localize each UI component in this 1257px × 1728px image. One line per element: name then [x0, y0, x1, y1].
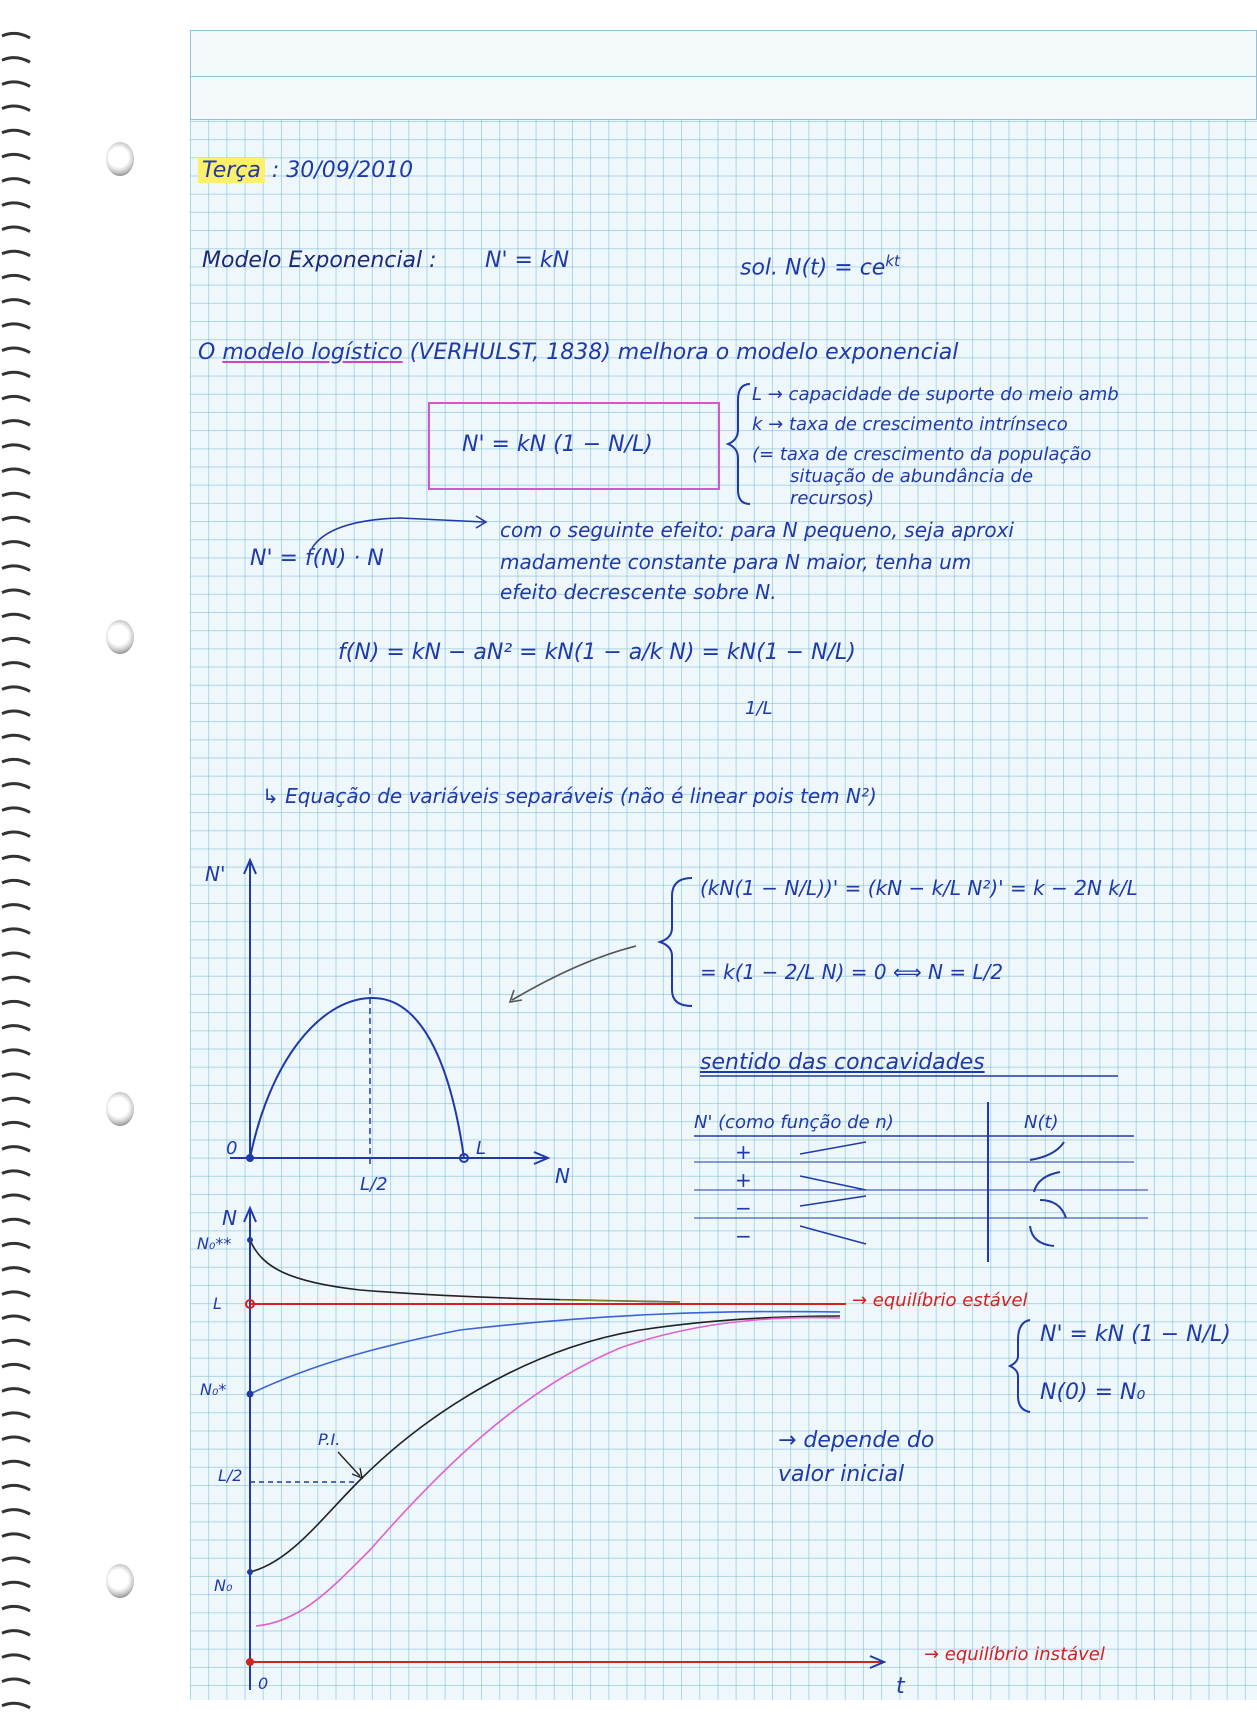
- curve-small-n0: [256, 1318, 840, 1626]
- derivative-arrow: [512, 946, 636, 1000]
- concavity-title: sentido das concavidades: [700, 1050, 985, 1075]
- concavity-col-2: N(t): [1024, 1112, 1059, 1133]
- concavity-sign: −: [735, 1196, 752, 1220]
- concavity-arrow: [800, 1176, 866, 1190]
- fn-note: 1/L: [745, 698, 773, 719]
- inflection-arrow: [338, 1452, 360, 1476]
- label-L: L: [213, 1294, 222, 1313]
- effect-equation: N' = f(N) · N: [250, 546, 384, 571]
- notes-brace: [728, 384, 750, 504]
- date-value: : 30/09/2010: [271, 158, 414, 183]
- system-line-1: N' = kN (1 − N/L): [1040, 1322, 1231, 1347]
- separable-note: ↳ Equação de variáveis separáveis (não é linear pois tem N²): [262, 784, 877, 808]
- derivative-brace: [660, 878, 692, 1006]
- n0-dot: [247, 1569, 253, 1575]
- n0-star-dot: [247, 1391, 254, 1398]
- graph1-parabola: [250, 998, 464, 1158]
- stable-equilibrium-label: → equilíbrio estável: [852, 1290, 1028, 1311]
- fn-equation: f(N) = kN − aN² = kN(1 − a/k N) = kN(1 − N/L): [338, 640, 856, 665]
- graph1-origin-dot: [246, 1154, 254, 1162]
- exponential-solution-text: sol. N(t) = ce: [740, 255, 886, 281]
- effect-line-2: madamente constante para N maior, tenha um: [500, 550, 972, 574]
- concavity-sketch: [1034, 1172, 1060, 1192]
- curve-from-n0: [250, 1316, 840, 1572]
- curve-above-L: [250, 1240, 680, 1302]
- note-resources: recursos): [790, 488, 874, 509]
- exponential-label: Modelo Exponencial :: [202, 248, 437, 273]
- effect-arrow: [312, 518, 484, 548]
- logistic-intro-rest: (VERHULST, 1838) melhora o modelo exponencial: [409, 340, 959, 365]
- concavity-sketch: [1030, 1226, 1054, 1246]
- concavity-sketch: [1030, 1142, 1064, 1160]
- exponential-solution-exponent: kt: [885, 252, 900, 270]
- graph1-tick-half: L/2: [360, 1174, 388, 1195]
- depends-line-1: → depende do: [778, 1428, 935, 1453]
- graph1-origin: 0: [226, 1138, 238, 1159]
- date-label: Terça: [198, 158, 265, 183]
- label-n0: N₀: [214, 1576, 233, 1595]
- logistic-intro-underlined: modelo logístico: [222, 340, 403, 365]
- concavity-sign: −: [735, 1224, 752, 1248]
- derivative-line-1: (kN(1 − N/L))' = (kN − k/L N²)' = k − 2N k/L: [700, 876, 1138, 900]
- logistic-equation: N' = kN (1 − N/L): [462, 432, 653, 457]
- label-L-half: L/2: [218, 1466, 243, 1485]
- concavity-arrow: [800, 1196, 866, 1206]
- note-abundance: situação de abundância de: [790, 466, 1034, 487]
- effect-line-1: com o seguinte efeito: para N pequeno, seja aproxi: [500, 518, 1014, 542]
- graph1-tick-L: L: [476, 1138, 487, 1159]
- graph2-y-label: N: [222, 1206, 237, 1230]
- label-origin: 0: [258, 1674, 269, 1693]
- effect-line-3: efeito decrescente sobre N.: [500, 580, 777, 604]
- label-n0-double-star: N₀**: [197, 1234, 232, 1253]
- unstable-equilibrium-label: → equilíbrio instável: [924, 1644, 1105, 1665]
- concavity-sign: +: [735, 1168, 752, 1192]
- system-line-2: N(0) = N₀: [1040, 1380, 1146, 1405]
- note-population-rate: (= taxa de crescimento da população: [752, 444, 1092, 465]
- label-n0-star: N₀*: [200, 1380, 227, 1399]
- concavity-sign: +: [735, 1140, 752, 1164]
- graph2-x-label: t: [896, 1674, 905, 1699]
- curve-below-L: [250, 1312, 840, 1394]
- concavity-col-1: N' (como função de n): [694, 1112, 894, 1133]
- logistic-intro-prefix: O: [198, 340, 216, 365]
- concavity-arrow: [800, 1226, 866, 1244]
- note-capacity: L → capacidade de suporte do meio amb: [752, 384, 1119, 405]
- derivative-line-2: = k(1 − 2/L N) = 0 ⟺ N = L/2: [700, 960, 1004, 984]
- system-brace: [1010, 1320, 1030, 1412]
- concavity-arrow: [800, 1142, 866, 1154]
- depends-line-2: valor inicial: [778, 1462, 905, 1487]
- inflection-point-label: P.I.: [318, 1430, 341, 1449]
- graph1-x-label: N: [555, 1164, 570, 1188]
- note-growth-rate: k → taxa de crescimento intrínseco: [752, 414, 1068, 435]
- graph1-y-label: N': [205, 862, 226, 886]
- n0-double-star-dot: [247, 1237, 253, 1243]
- unstable-equilibrium-dot: [246, 1658, 254, 1666]
- concavity-sketch: [1040, 1200, 1066, 1218]
- exponential-equation: N' = kN: [485, 248, 570, 273]
